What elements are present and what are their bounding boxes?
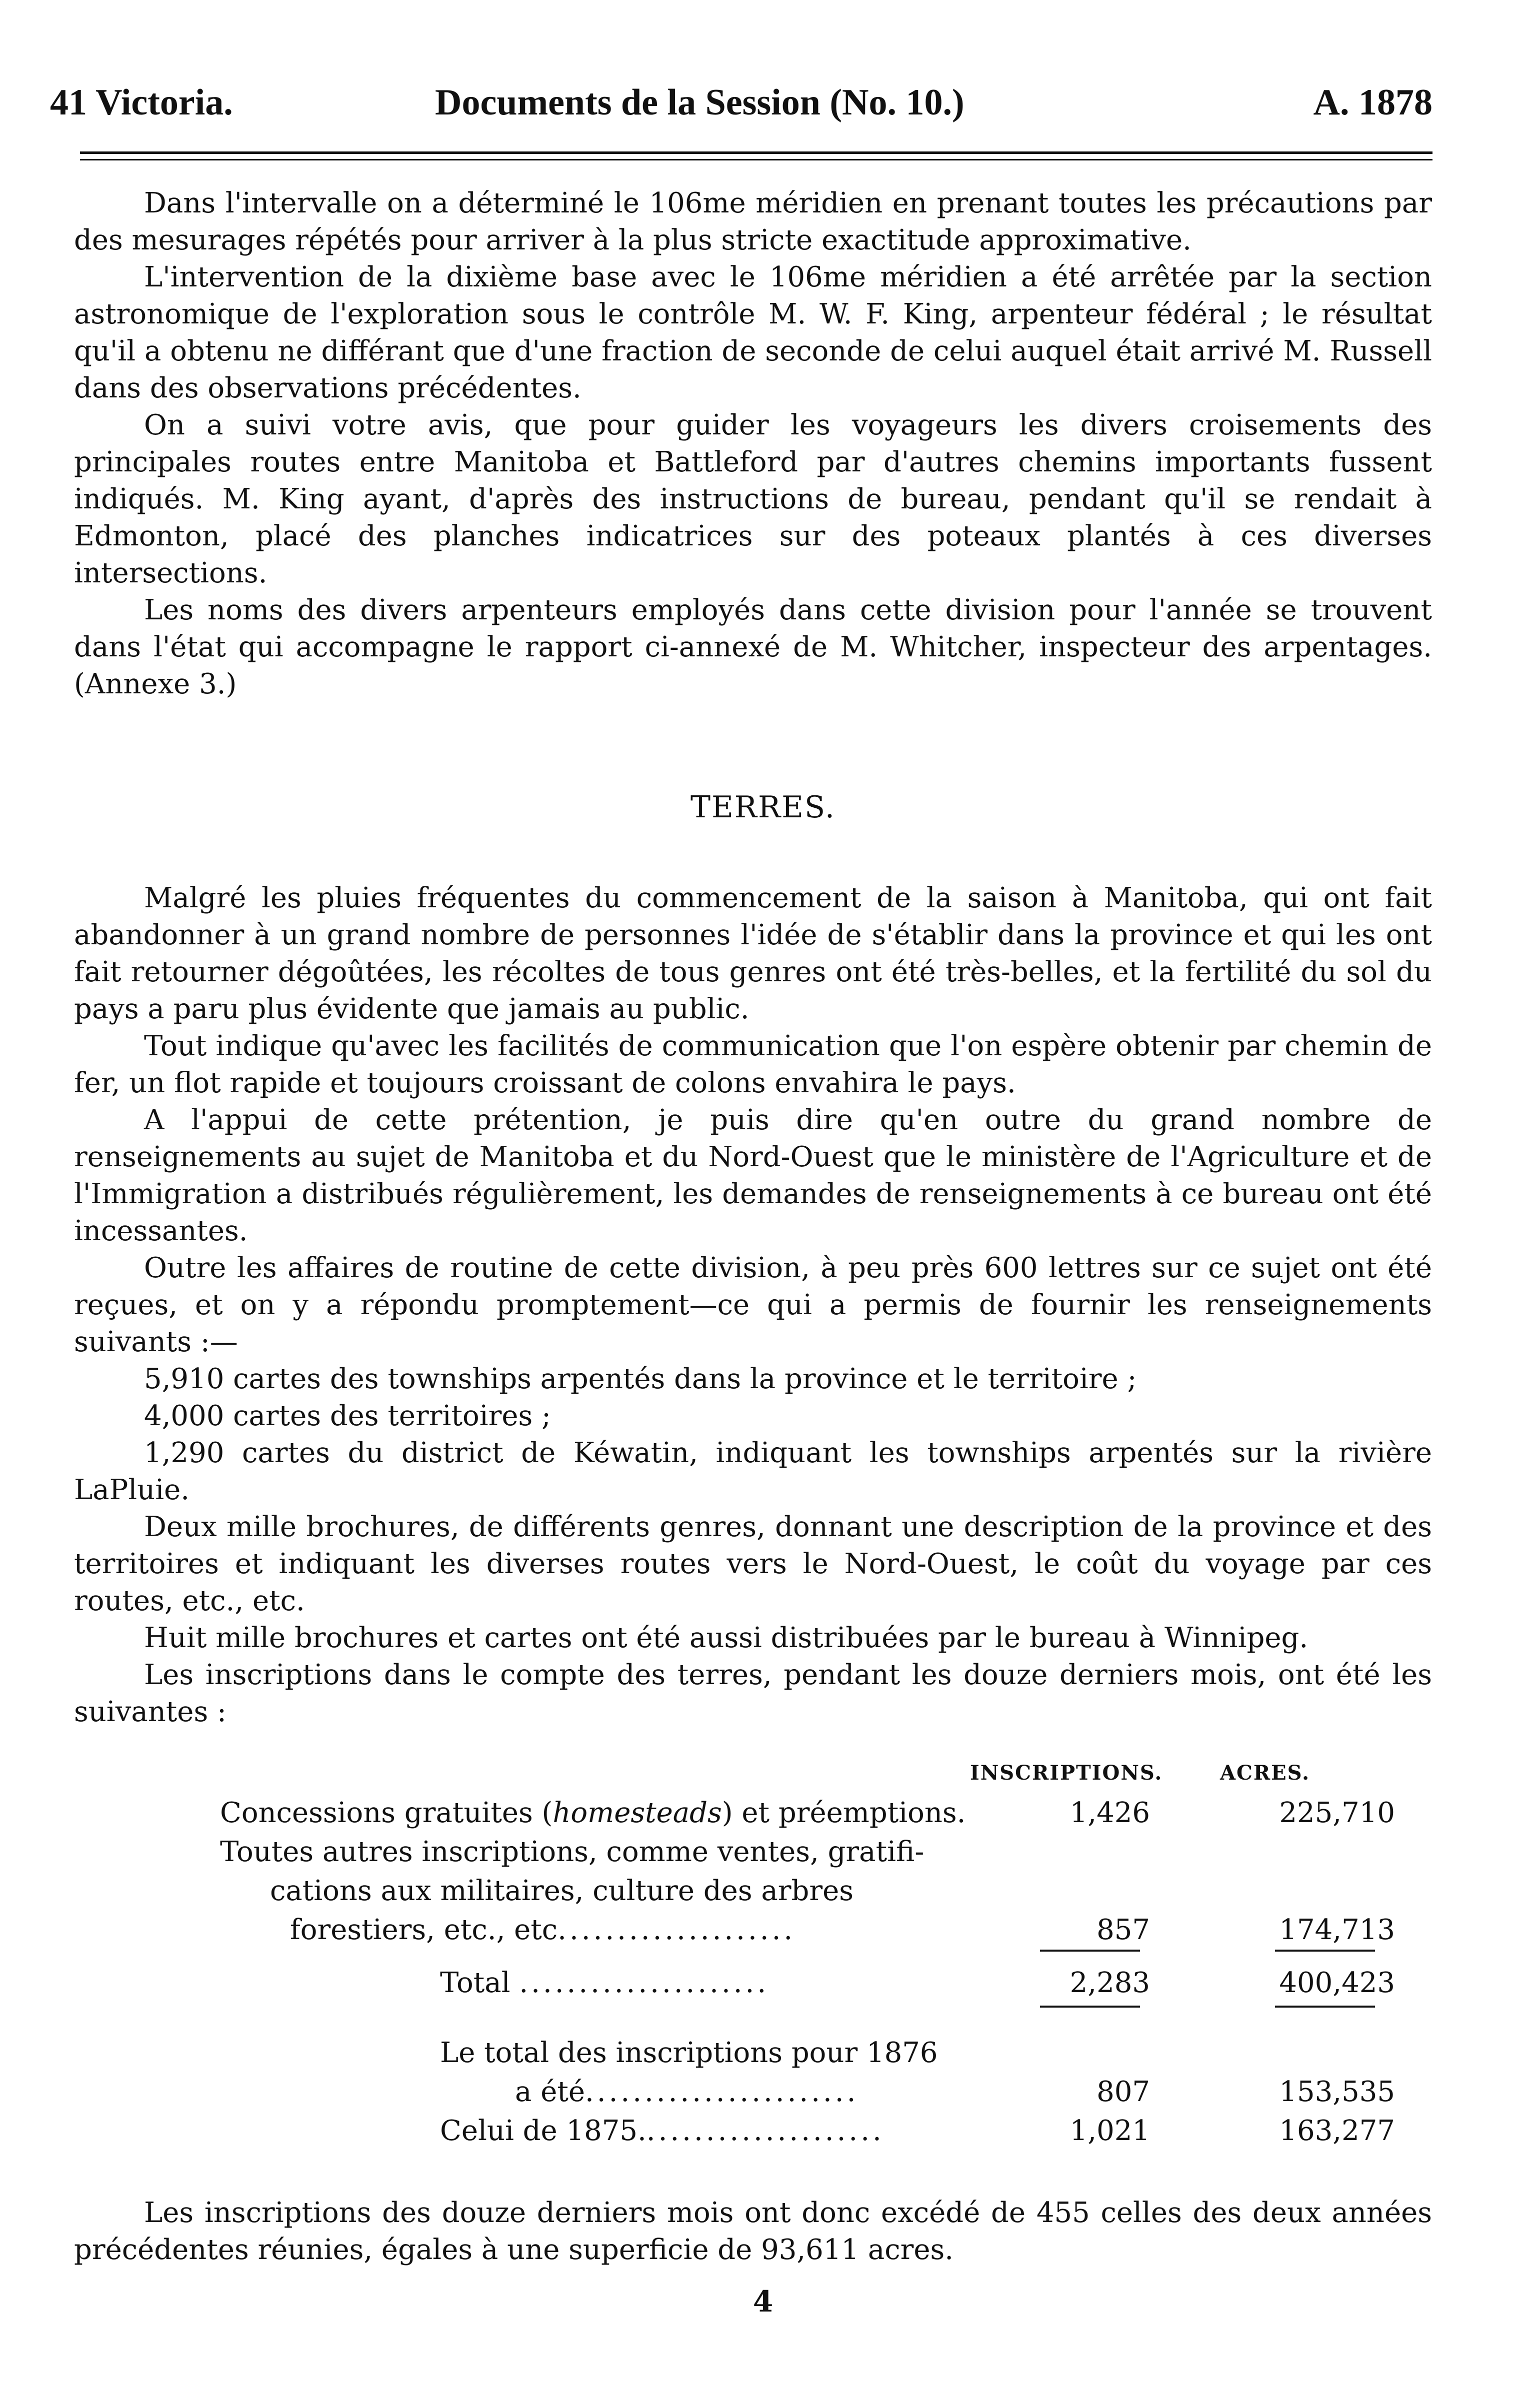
cell-inscriptions: 807 (1096, 2076, 1150, 2108)
cell-inscriptions: 1,021 (1070, 2115, 1150, 2147)
header-year: A. 1878 (1313, 82, 1432, 123)
row-label-line: a été....................... (515, 2076, 859, 2108)
cell-acres: 163,277 (1279, 2115, 1395, 2147)
paragraph: Outre les affaires de routine de cette division, à peu près 600 lettres sur ce sujet ont été reçues, et on y a répondu promptement—ce qui a permis de fournir les renseignements suivants :— (74, 1252, 1432, 1358)
body-text-lands (74, 880, 1432, 1731)
cell-acres: 153,535 (1279, 2076, 1395, 2108)
list-item: 4,000 cartes des territoires ; (144, 1400, 551, 1432)
paragraph: A l'appui de cette prétention, je puis dire qu'en outre du grand nombre de renseignements au sujet de Manitoba et du Nord-Ouest que le ministère de l'Agriculture et de l'Immigration a distribués régulièrement, les demandes de renseignements à ce bureau ont été incessantes. (74, 1104, 1432, 1247)
list-item: 1,290 cartes du district de Kéwatin, indiquant les townships arpentés sur la rivière LaPluie. (74, 1437, 1432, 1506)
row-label-line: forestiers, etc., etc.................... (290, 1914, 796, 1946)
paragraph: Dans l'intervalle on a déterminé le 106me méridien en prenant toutes les précautions par des mesurages répétés pour arriver à la plus stricte exactitude approximative. (74, 187, 1432, 256)
cell-inscriptions: 1,426 (1070, 1797, 1150, 1829)
cell-acres: 400,423 (1279, 1967, 1395, 1999)
body-text-top (74, 185, 1432, 703)
total-rule (1275, 2006, 1375, 2008)
cell-acres: 225,710 (1279, 1797, 1395, 1829)
header-title: Documents de la Session (No. 10.) (435, 82, 964, 123)
closing-text (74, 2195, 1432, 2269)
paragraph: L'intervention de la dixième base avec le 106me méridien a été arrêtée par la section astronomique de l'exploration sous le contrôle M. W. F. King, arpenteur fédéral ; le résultat qu'il a obtenu ne différant que d'une fraction de seconde de celui auquel était arrivé M. Russell dans des observations précédentes. (74, 261, 1432, 404)
paragraph: Tout indique qu'avec les facilités de communication que l'on espère obtenir par chemin de fer, un flot rapide et toujours croissant de colons envahira le pays. (74, 1030, 1432, 1099)
row-label-line: Le total des inscriptions pour 1876 (440, 2037, 938, 2069)
page-number: 4 (752, 2285, 774, 2319)
header-rule-thin (80, 159, 1432, 160)
paragraph: Malgré les pluies fréquentes du commencement de la saison à Manitoba, qui ont fait abandonner à un grand nombre de personnes l'idée de s'établir dans la province et qui les ont fait retourner dégoûtées, les récoltes de tous genres ont été très-belles, et la fertilité du sol du pays a paru plus évidente que jamais au public. (74, 882, 1432, 1025)
cell-inscriptions: 857 (1096, 1914, 1150, 1946)
row-label-line: cations aux militaires, culture des arbres (270, 1875, 854, 1907)
total-label: Total ..................... (440, 1967, 770, 1999)
column-header-inscriptions: INSCRIPTIONS. (970, 1761, 1163, 1785)
column-header-acres: ACRES. (1220, 1761, 1310, 1785)
header-volume: 41 Victoria. (50, 82, 233, 123)
cell-inscriptions: 2,283 (1070, 1967, 1150, 1999)
paragraph: Les inscriptions des douze derniers mois ont donc excédé de 455 celles des deux années précédentes réunies, égales à une superficie de 93,611 acres. (74, 2197, 1432, 2266)
row-label-line: Celui de 1875..................... (440, 2115, 884, 2147)
cell-acres: 174,713 (1279, 1914, 1395, 1946)
paragraph: On a suivi votre avis, que pour guider les voyageurs les divers croisements des principales routes entre Manitoba et Battleford par d'autres chemins importants fussent indiqués. M. King ayant, d'après des instructions de bureau, pendant qu'il se rendait à Edmonton, placé des planches indicatrices sur des poteaux plantés à ces diverses intersections. (74, 409, 1432, 589)
section-heading: TERRES. (690, 790, 836, 825)
paragraph: Les inscriptions dans le compte des terres, pendant les douze derniers mois, ont été les suivantes : (74, 1659, 1432, 1728)
row-label: Concessions gratuites (homesteads) et préemptions. (220, 1797, 966, 1829)
total-rule (1040, 2006, 1140, 2008)
sum-rule (1275, 1950, 1375, 1952)
sum-rule (1040, 1950, 1140, 1952)
list-item: 5,910 cartes des townships arpentés dans la province et le territoire ; (144, 1363, 1137, 1395)
running-header (50, 75, 1432, 130)
header-rule-thick (80, 151, 1432, 154)
paragraph: Huit mille brochures et cartes ont été aussi distribuées par le bureau à Winnipeg. (144, 1622, 1308, 1654)
paragraph: Les noms des divers arpenteurs employés dans cette division pour l'année se trouvent dans l'état qui accompagne le rapport ci-annexé de M. Whitcher, inspecteur des arpentages. (Annexe 3.) (74, 594, 1432, 700)
row-label-line: Toutes autres inscriptions, comme ventes, gratifi- (220, 1836, 924, 1868)
paragraph: Deux mille brochures, de différents genres, donnant une description de la province et des territoires et indiquant les diverses routes vers le Nord-Ouest, le coût du voyage par ces routes, etc., etc. (74, 1511, 1432, 1617)
